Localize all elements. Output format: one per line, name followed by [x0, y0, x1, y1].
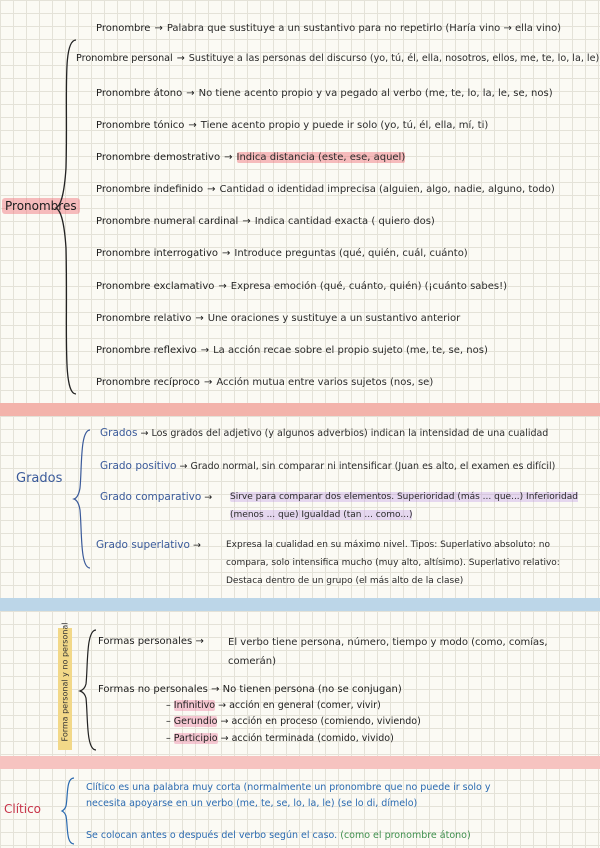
grado-comparativo-term: Grado comparativo →: [100, 491, 213, 503]
formas-personales-def: El verbo tiene persona, número, tiempo y modo (como, comías, comerán): [228, 637, 548, 667]
pronombre-personal-row: Pronombre personal → Sustituye a las personas del discurso (yo, tú, él, ella, nosotros, ellos, me, te, lo, la, le): [76, 53, 600, 64]
cliticos-label: Clítico: [4, 802, 42, 816]
grado-positivo-row: Grado positivo → Grado normal, sin comparar ni intensificar (Juan es alto, el examen es difícil): [100, 460, 556, 472]
pronombre-row: Pronombre → Palabra que sustituye a un sustantivo para no repetirlo (Haría vino → ella vino): [96, 23, 562, 34]
formas-personales-term: Formas personales →: [98, 636, 204, 647]
pronombres-label: Pronombres: [2, 198, 80, 214]
pronombre-numeral-row: Pronombre numeral cardinal → Indica cantidad exacta ( quiero dos): [96, 216, 435, 227]
gerundio-row: – Gerundio → acción en proceso (comiendo, viviendo): [166, 716, 421, 727]
grado-superlativo-def: Expresa la cualidad en su máximo nivel. Tipos: Superlativo absoluto: no compara, solo intensifica mucho (muy alto, altísimo). Superlativo relativo: Destaca dentro de un grupo (el más alto de la clase): [226, 540, 560, 586]
pronombres-brace: [54, 38, 84, 396]
infinitivo-row: – Infinitivo → acción en general (comer, vivir): [166, 700, 381, 711]
pronombre-demostrativo-row: Pronombre demostrativo → Indica distancia (este, ese, aquel): [96, 152, 406, 163]
pronombre-relativo-row: Pronombre relativo → Une oraciones y sustituye a un sustantivo anterior: [96, 313, 461, 324]
section-divider-pink: [0, 756, 600, 769]
grado-comparativo-def: Sirve para comparar dos elementos. Superioridad (más ... que...) Inferioridad (menos ... que) Igualdad (tan ... como...): [230, 492, 578, 520]
pronombre-reciproco-row: Pronombre recíproco → Acción mutua entre varios sujetos (nos, se): [96, 377, 434, 388]
cliticos-placement: Se colocan antes o después del verbo según el caso. (como el pronombre átono): [86, 830, 471, 841]
section-divider-blue: [0, 598, 600, 611]
grado-superlativo-term: Grado superlativo →: [96, 539, 201, 551]
formas-brace: [78, 628, 100, 752]
pronombre-atono-row: Pronombre átono → No tiene acento propio y va pegado al verbo (me, te, lo, la, le, se, nos): [96, 88, 553, 99]
pronombre-reflexivo-row: Pronombre reflexivo → La acción recae sobre el propio sujeto (me, te, se, nos): [96, 345, 488, 356]
cliticos-definition: Clítico es una palabra muy corta (normalmente un pronombre que no puede ir solo y necesita apoyarse en un verbo (me, te, se, lo, la, le) (se lo di, dímelo): [86, 782, 491, 809]
pronombre-exclamativo-row: Pronombre exclamativo → Expresa emoción (qué, cuánto, quién) (¡cuánto sabes!): [96, 281, 508, 292]
grados-label: Grados: [16, 471, 63, 486]
formas-side-label: Forma personal y no personal: [58, 628, 72, 750]
grados-row: Grados → Los grados del adjetivo (y algunos adverbios) indican la intensidad de una cualidad: [100, 427, 549, 439]
section-divider-red: [0, 403, 600, 416]
pronombre-tonico-row: Pronombre tónico → Tiene acento propio y puede ir solo (yo, tú, él, ella, mí, ti): [96, 120, 489, 131]
formas-no-personales-row: Formas no personales → No tienen persona (no se conjugan): [98, 684, 402, 695]
cliticos-brace: [60, 776, 78, 846]
pronombre-interrogativo-row: Pronombre interrogativo → Introduce preguntas (qué, quién, cuál, cuánto): [96, 248, 468, 259]
grados-brace: [72, 428, 96, 570]
participio-row: – Participio → acción terminada (comido, vivido): [166, 733, 394, 744]
pronombre-indefinido-row: Pronombre indefinido → Cantidad o identidad imprecisa (alguien, algo, nadie, alguno, todo): [96, 184, 555, 195]
